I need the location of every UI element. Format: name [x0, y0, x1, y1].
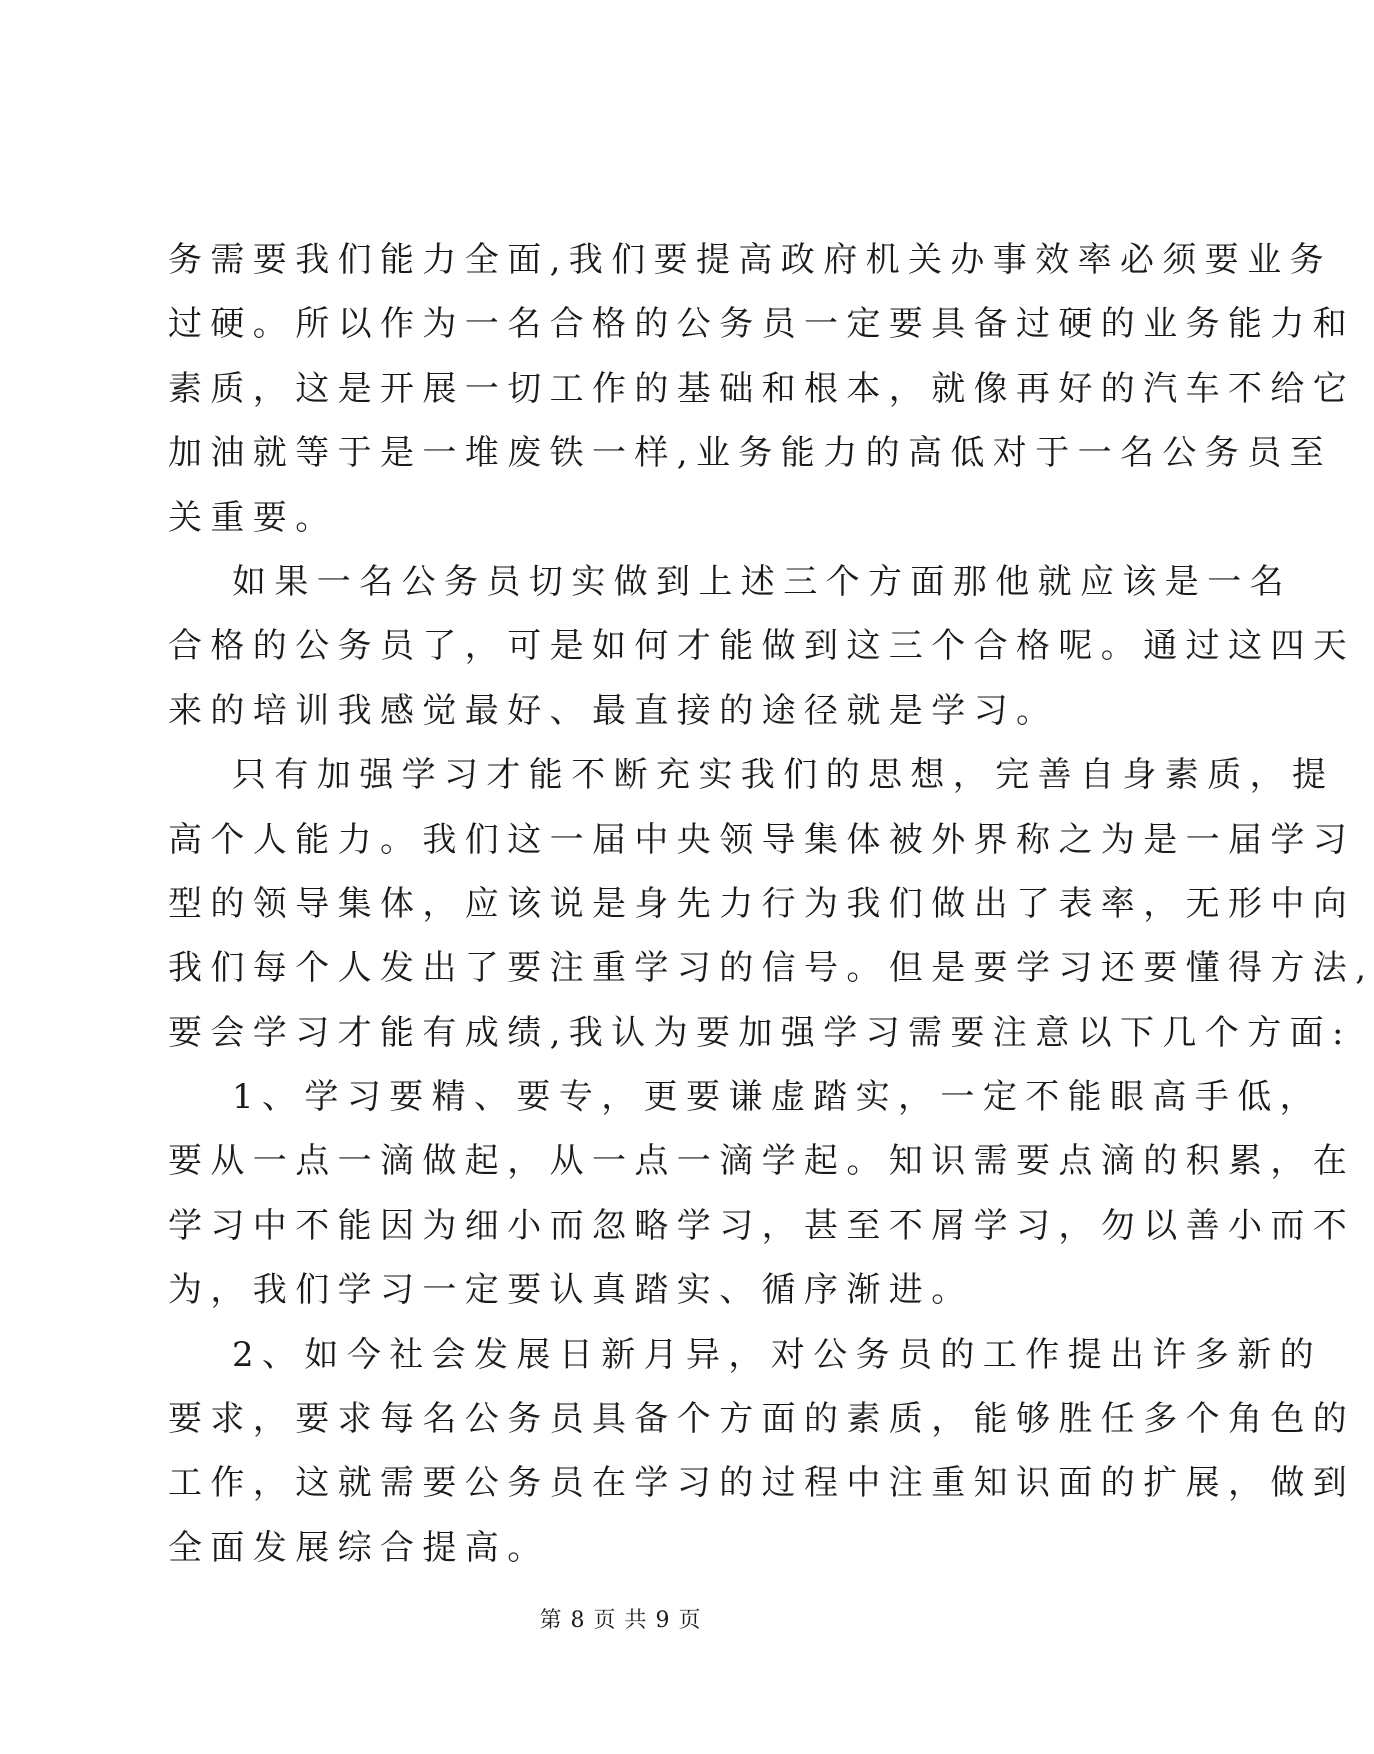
text-line-15: 要从一点一滴做起，从一点一滴学起。知识需要点滴的积累，在 — [168, 1141, 1356, 1182]
text-line-6: 如果一名公务员切实做到上述三个方面那他就应该是一名 — [232, 561, 1292, 602]
text-line-21: 全面发展综合提高。 — [168, 1527, 550, 1568]
text-line-8: 来的培训我感觉最好、最直接的途径就是学习。 — [168, 690, 1059, 731]
text-line-2: 过硬。所以作为一名合格的公务员一定要具备过硬的业务能力和 — [168, 304, 1356, 345]
text-line-3: 素质，这是开展一切工作的基础和根本，就像再好的汽车不给它 — [168, 368, 1356, 409]
text-line-18: 2、如今社会发展日新月异，对公务员的工作提出许多新的 — [232, 1334, 1323, 1375]
document-body — [168, 228, 1374, 1580]
text-line-11: 型的领导集体，应该说是身先力行为我们做出了表率，无形中向 — [168, 883, 1356, 924]
text-line-9: 只有加强学习才能不断充实我们的思想，完善自身素质，提 — [232, 755, 1335, 796]
text-line-1: 务需要我们能力全面,我们要提高政府机关办事效率必须要业务 — [168, 240, 1333, 280]
text-line-7: 合格的公务员了，可是如何才能做到这三个合格呢。通过这四天 — [168, 626, 1356, 667]
text-line-16: 学习中不能因为细小而忽略学习，甚至不屑学习，勿以善小而不 — [168, 1205, 1356, 1246]
text-line-12: 我们每个人发出了要注重学习的信号。但是要学习还要懂得方法, — [168, 948, 1374, 989]
text-line-20: 工作，这就需要公务员在学习的过程中注重知识面的扩展，做到 — [168, 1463, 1356, 1504]
page-number-footer: 第 8 页 共 9 页 — [539, 1608, 702, 1633]
text-line-10: 高个人能力。我们这一届中央领导集体被外界称之为是一届学习 — [168, 819, 1356, 860]
text-line-13: 要会学习才能有成绩,我认为要加强学习需要注意以下几个方面: — [168, 1012, 1352, 1053]
text-line-19: 要求，要求每名公务员具备个方面的素质，能够胜任多个角色的 — [168, 1399, 1356, 1440]
text-line-5: 关重要。 — [168, 497, 338, 538]
text-line-14: 1、学习要精、要专，更要谦虚踏实，一定不能眼高手低， — [232, 1077, 1323, 1118]
text-line-17: 为，我们学习一定要认真踏实、循序渐进。 — [168, 1270, 974, 1311]
text-line-4: 加油就等于是一堆废铁一样,业务能力的高低对于一名公务员至 — [168, 433, 1333, 474]
